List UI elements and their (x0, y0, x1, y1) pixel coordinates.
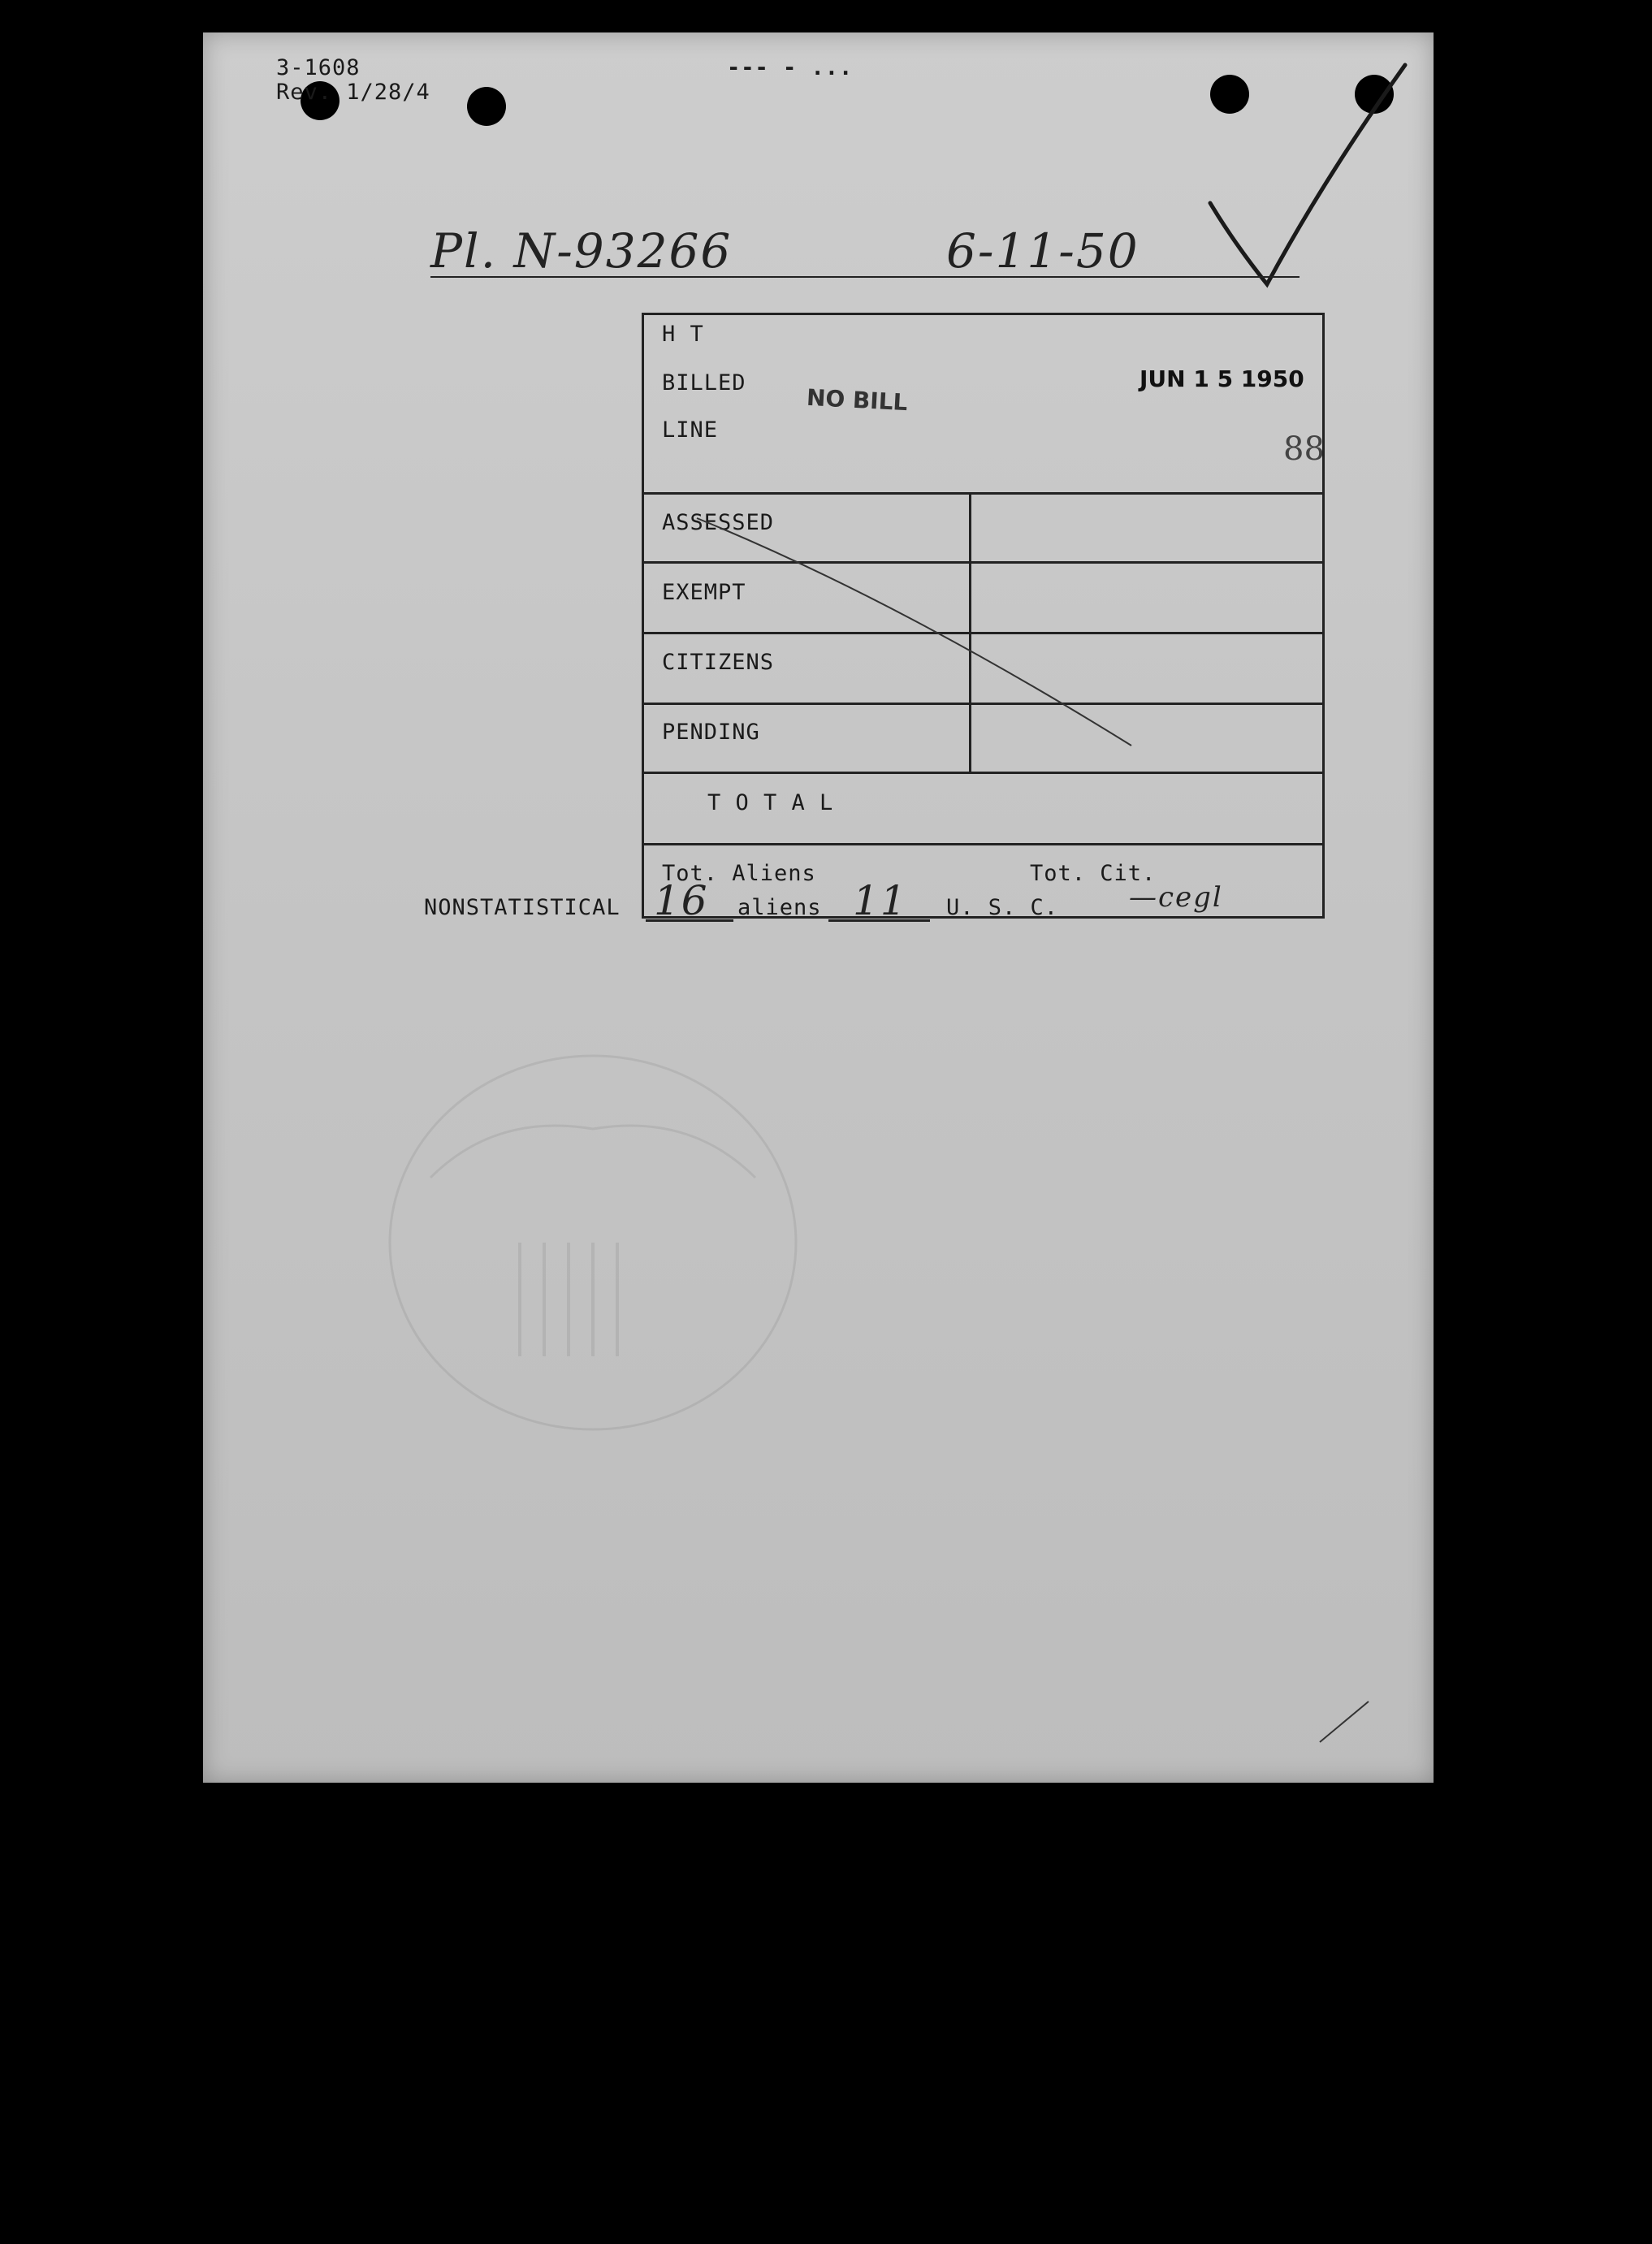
line-label: LINE (662, 417, 719, 443)
page-number: 88 (1283, 430, 1325, 468)
nonstatistical-label: NONSTATISTICAL (424, 895, 621, 920)
row-label-pending: PENDING (662, 720, 760, 745)
checkmark-icon (1202, 49, 1429, 309)
row-label-exempt: EXEMPT (662, 580, 746, 605)
date-stamp: JUN 1 5 1950 (1140, 365, 1304, 392)
document-page (203, 32, 1434, 1783)
title-underline (430, 276, 1300, 278)
billed-label: BILLED (662, 370, 746, 396)
handwritten-initials: —cegl (1129, 881, 1223, 914)
aliens-label: aliens (737, 895, 822, 920)
row-divider (644, 843, 1322, 845)
handwritten-usc-count: 11 (853, 877, 908, 924)
no-bill-stamp: NO BILL (806, 383, 909, 417)
ht-label: H T (662, 322, 704, 347)
punch-hole (467, 87, 506, 126)
pencil-mark (1316, 1697, 1373, 1746)
watermark-seal (333, 1015, 853, 1470)
revision-date: Rev. 1/28/4 (276, 80, 430, 105)
tot-aliens-label: Tot. Aliens (662, 861, 816, 886)
handwritten-aliens-count: 16 (654, 877, 709, 924)
tot-cit-label: Tot. Cit. (1030, 861, 1157, 886)
usc-label: U. S. C. (946, 895, 1059, 920)
tally-form (642, 313, 1325, 919)
total-label: T O T A L (707, 790, 834, 815)
form-number: 3-1608 (276, 55, 361, 80)
row-label-assessed: ASSESSED (662, 510, 775, 535)
handwritten-reference: Pl. N-93266 (430, 223, 733, 279)
pencil-strike-line (693, 510, 1148, 819)
row-label-citizens: CITIZENS (662, 650, 775, 675)
handwritten-date: 6-11-50 (946, 223, 1140, 279)
row-divider (644, 492, 1322, 495)
top-mark: --- - ... (727, 55, 854, 80)
